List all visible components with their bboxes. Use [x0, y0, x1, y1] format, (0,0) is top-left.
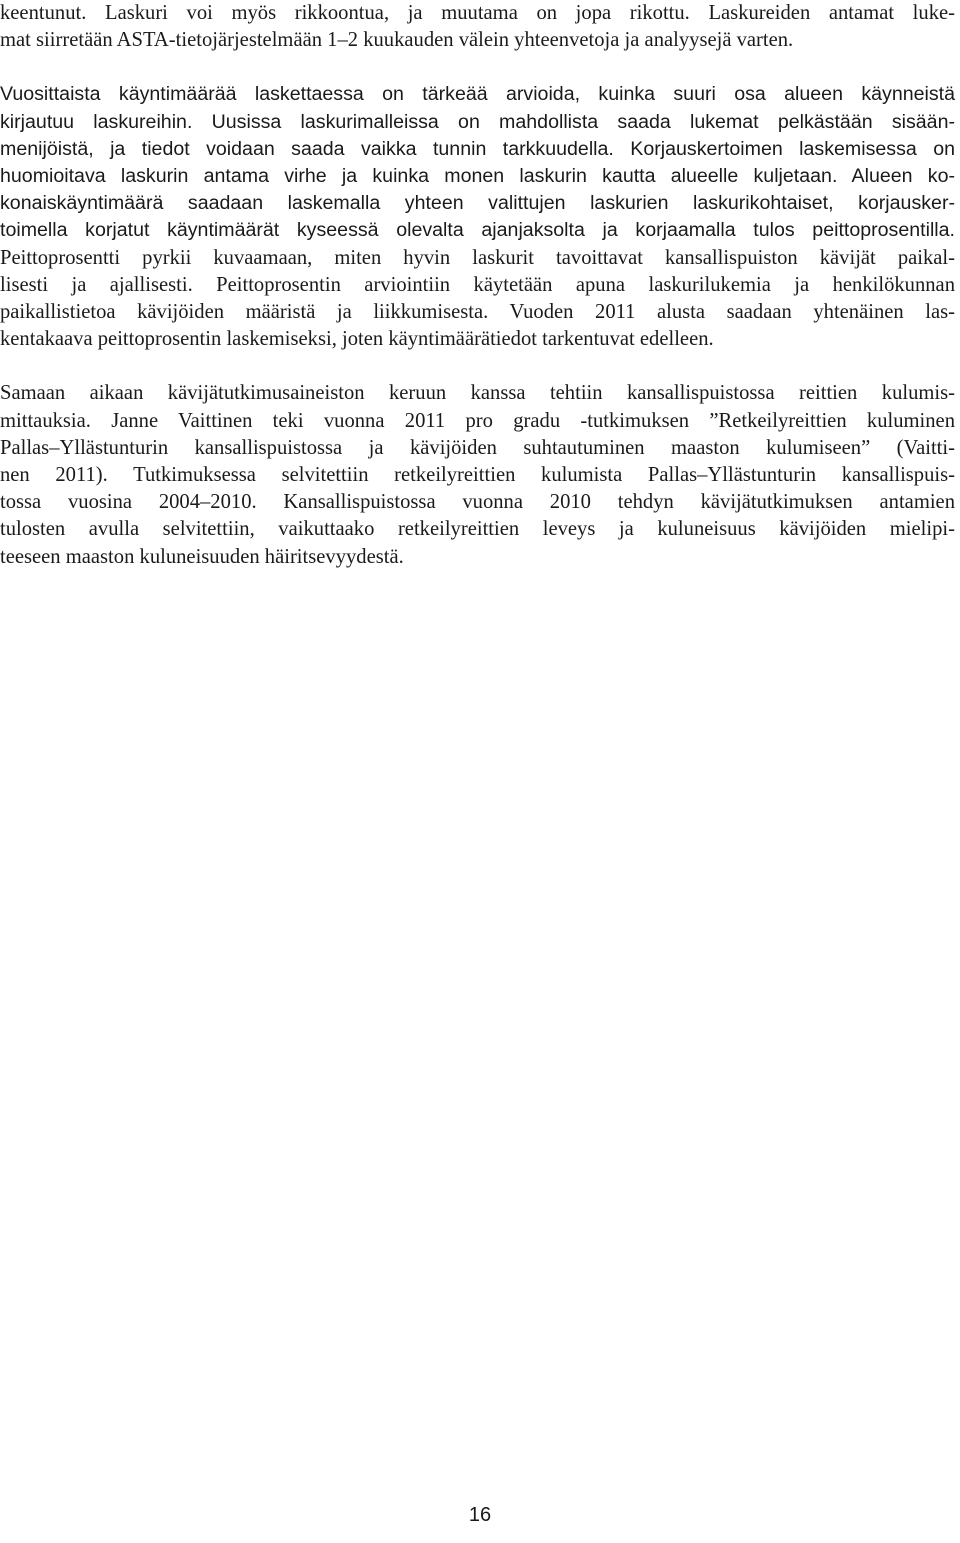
- text-line: Vuosittaista käyntimäärää laskettaessa on tärkeää arvioida, kuinka suuri osa alueen käynneistä: [0, 83, 955, 106]
- text-line: konaiskäyntimäärä saadaan laskemalla yhteen valittujen laskurien laskurikohtaiset, korjausker-: [0, 192, 955, 215]
- text-line: lisesti ja ajallisesti. Peittoprosentin arviointiin käytetään apuna laskurilukemia ja henkilökunnan: [0, 273, 955, 296]
- paragraph-1: [0, 0, 955, 54]
- text-line: huomioitava laskurin antama virhe ja kuinka monen laskurin kautta alueelle kuljetaan. Alueen ko-: [0, 165, 955, 188]
- text-line: toimella korjatut käyntimäärät kyseessä olevalta ajanjaksolta ja korjaamalla tulos peittoprosentilla.: [0, 219, 955, 242]
- text-line: mat siirretään ASTA-tietojärjestelmään 1–2 kuukauden välein yhteenvetoja ja analyysejä varten.: [0, 29, 794, 52]
- text-line: keentunut. Laskuri voi myös rikkoontua, ja muutama on jopa rikottu. Laskureiden antamat luke-: [0, 2, 955, 24]
- body-text: [0, 0, 955, 571]
- page-number: 16: [468, 1504, 492, 1526]
- text-line: paikallistietoa kävijöiden määristä ja liikkumisesta. Vuoden 2011 alusta saadaan yhtenäinen las-: [0, 301, 955, 324]
- text-line: Samaan aikaan kävijätutkimusaineiston keruun kanssa tehtiin kansallispuistossa reittien kulumis-: [0, 382, 955, 405]
- text-line: tulosten avulla selvitettiin, vaikuttaako retkeilyreittien leveys ja kuluneisuus kävijöiden mielipi-: [0, 518, 955, 541]
- text-line: Pallas–Yllästunturin kansallispuistossa ja kävijöiden suhtautuminen maaston kulumiseen” (Vaitti-: [0, 436, 955, 459]
- text-line: teeseen maaston kuluneisuuden häiritsevyydestä.: [0, 545, 404, 568]
- text-line: tossa vuosina 2004–2010. Kansallispuistossa vuonna 2010 tehdyn kävijätutkimuksen antamien: [0, 491, 955, 514]
- paragraph-2: [0, 81, 955, 353]
- text-line: nen 2011). Tutkimuksessa selvitettiin retkeilyreittien kulumista Pallas–Yllästunturin kansallispuis-: [0, 464, 955, 487]
- text-line: menijöistä, ja tiedot voidaan saada vaikka tunnin tarkkuudella. Korjauskertoimen laskemisessa on: [0, 137, 955, 160]
- paragraph-3: [0, 380, 955, 570]
- text-line: kirjautuu laskureihin. Uusissa laskurimalleissa on mahdollista saada lukemat pelkästään sisään-: [0, 110, 955, 133]
- text-line: mittauksia. Janne Vaittinen teki vuonna 2011 pro gradu -tutkimuksen ”Retkeilyreittien kuluminen: [0, 409, 955, 432]
- text-line: kentakaava peittoprosentin laskemiseksi, joten käyntimäärätiedot tarkentuvat edelleen.: [0, 328, 714, 351]
- text-line: Peittoprosentti pyrkii kuvaamaan, miten hyvin laskurit tavoittavat kansallispuiston kävijät paikal-: [0, 246, 955, 269]
